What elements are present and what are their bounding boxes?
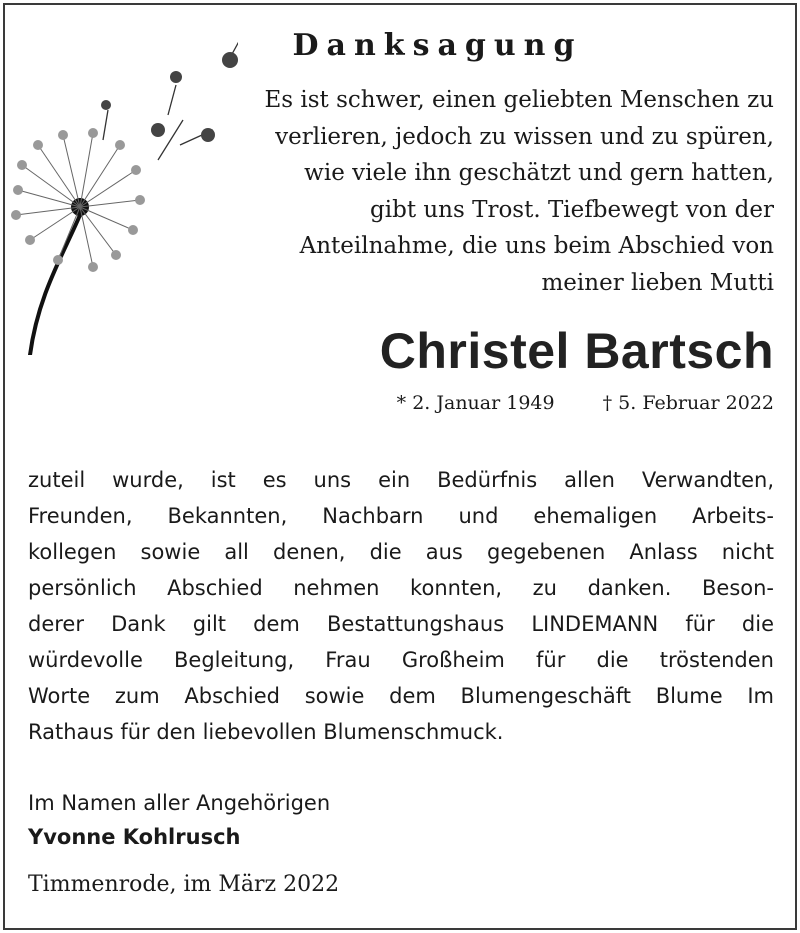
body-line: Worte zum Abschied sowie dem Blumengeschäft Blume Im	[28, 684, 774, 708]
intro-line: Es ist schwer, einen geliebten Menschen zu	[264, 87, 774, 113]
body-line: Rathaus für den liebevollen Blumenschmuck.	[28, 720, 504, 744]
intro-line: Anteilnahme, die uns beim Abschied von	[299, 233, 774, 259]
body-line: persönlich Abschied nehmen konnten, zu danken. Beson-	[28, 576, 774, 600]
body-line: kollegen sowie all denen, die aus gegebenen Anlass nicht	[28, 540, 774, 564]
body-text	[28, 462, 774, 750]
life-dates	[397, 392, 774, 414]
intro-line: wie viele ihn geschätzt und gern hatten,	[304, 160, 774, 186]
intro-line: verlieren, jedoch zu wissen und zu spüren,	[275, 123, 774, 150]
body-line: zuteil wurde, ist es uns ein Bedürfnis allen Verwandten,	[28, 468, 774, 492]
body-line: würdevolle Begleitung, Frau Großheim für die tröstenden	[28, 648, 774, 672]
intro-line: gibt uns Trost. Tiefbewegt von der	[370, 196, 774, 223]
body-line: Freunden, Bekannten, Nachbarn und ehemaligen Arbeits-	[28, 504, 774, 528]
birth-date: * 2. Januar 1949	[396, 392, 555, 414]
intro-line: meiner lieben Mutti	[541, 269, 774, 296]
closing-line: Im Namen aller Angehörigen	[28, 791, 331, 815]
closing-block	[28, 786, 330, 854]
heading-danksagung: Danksagung	[292, 28, 583, 63]
body-line: derer Dank gilt dem Bestattungshaus LINDEMANN für die	[28, 612, 774, 636]
deceased-name: Christel Bartsch	[379, 323, 774, 379]
death-date: † 5. Februar 2022	[602, 392, 774, 414]
signer-name: Yvonne Kohlrusch	[28, 825, 241, 849]
dandelion-illustration	[8, 15, 238, 355]
intro-text	[214, 82, 774, 301]
place-date: Timmenrode, im März 2022	[28, 872, 340, 897]
